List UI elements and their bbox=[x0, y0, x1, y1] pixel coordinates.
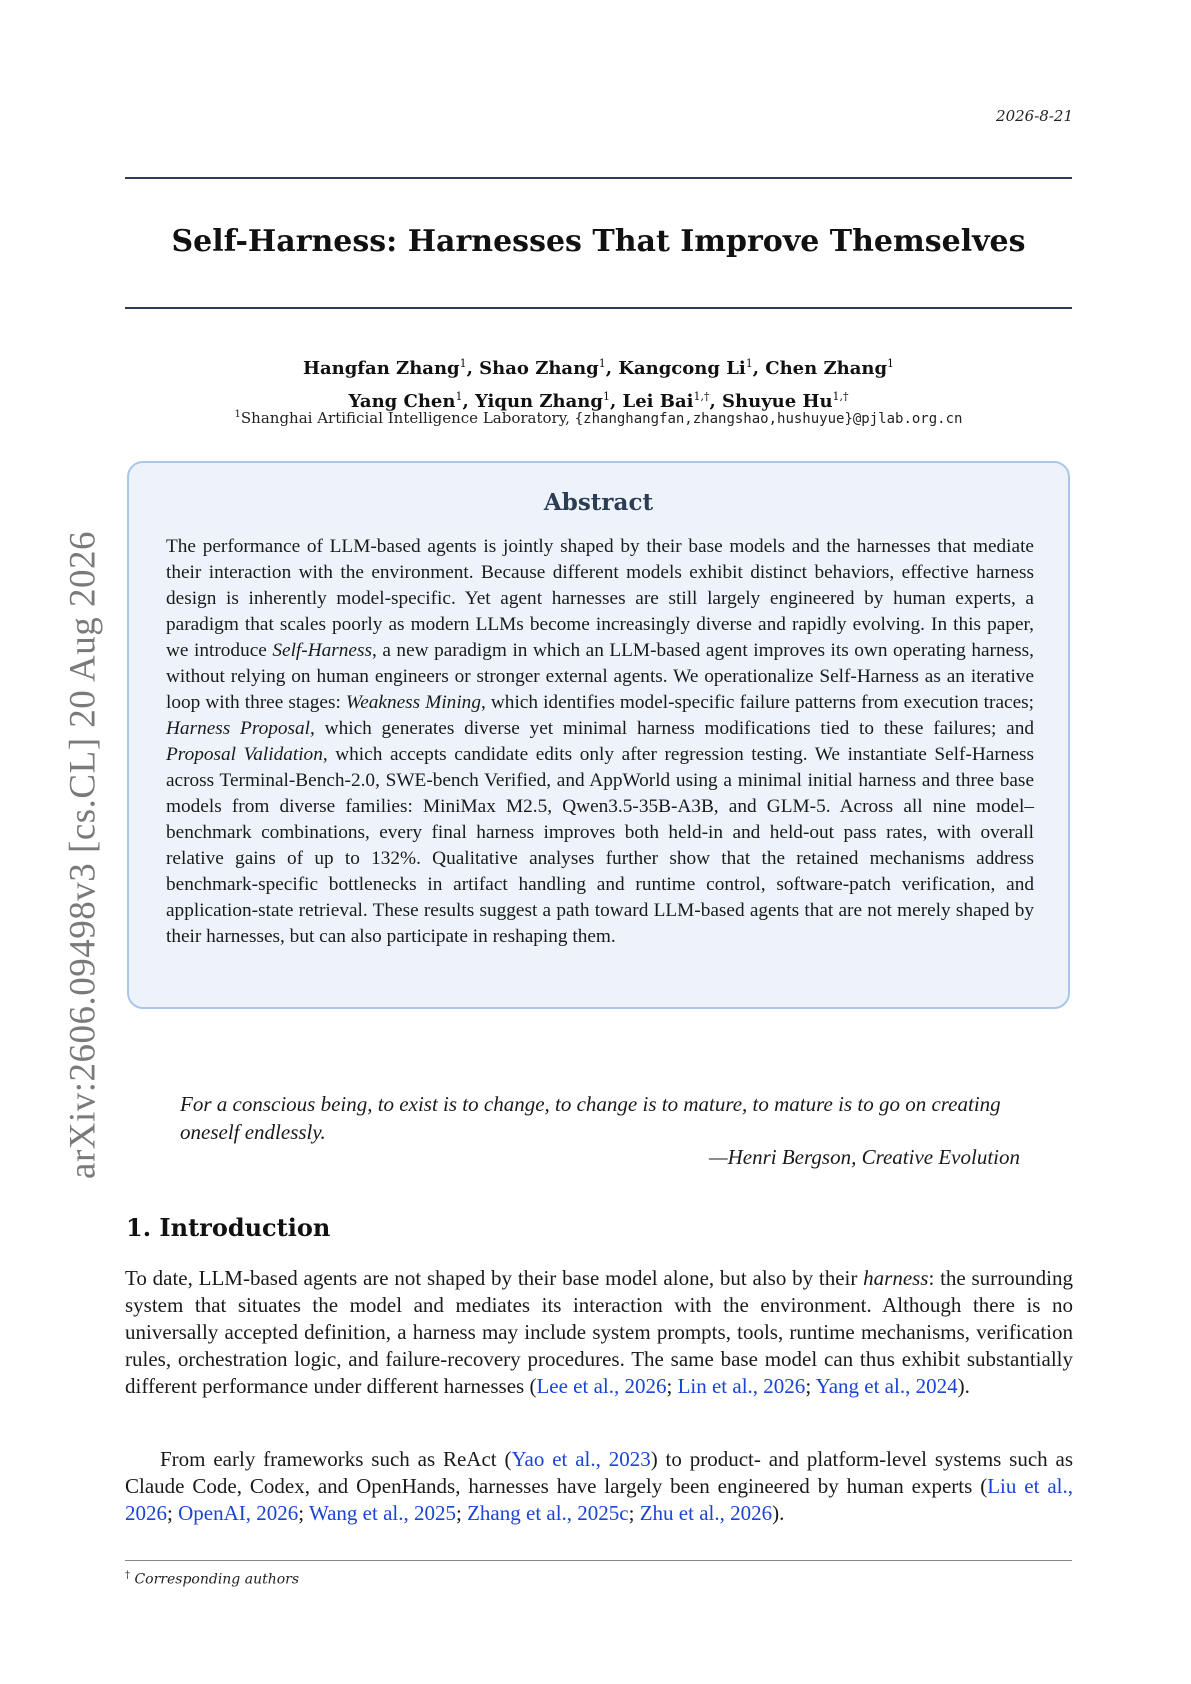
author-affil-mark: 1 bbox=[598, 357, 606, 370]
paragraph-text: To date, LLM-based agents are not shaped by their base model alone, but also by their bbox=[125, 1266, 864, 1290]
paragraph-text: ). bbox=[957, 1374, 970, 1398]
citation-separator: ; bbox=[666, 1374, 678, 1398]
abstract-emphasis: Harness Proposal bbox=[166, 718, 311, 739]
citation-link[interactable]: Wang et al., 2025 bbox=[308, 1501, 456, 1525]
citation-link[interactable]: Lee et al., 2026 bbox=[536, 1374, 667, 1398]
author-line-2: Yang Chen$^1$, Yiqun Zhang$^1$, Lei Bai$^{1,\dagger}$, Shuyue $Hu^{1,\dagger}$ bbox=[348, 390, 849, 412]
author-affil-mark: 1 bbox=[602, 390, 610, 403]
paragraph-text: : the surrounding system that situates the model and mediates its interaction with the environment. Although there is no universally accepted definition, a harness may include system prompts, tools, runtime mechanisms, verification rules, orchestration logic, and failure-recovery procedures. The same base model can thus exhibit substantially different performance under different harnesses ( bbox=[125, 1266, 1074, 1398]
author-name: Shuyue Hu bbox=[722, 391, 833, 412]
author-name: Kangcong Li bbox=[618, 358, 746, 379]
author-affil-mark: 1,† bbox=[693, 390, 710, 403]
arxiv-side-stamp: arXiv:2606.09498v3 [cs.CL] 20 Aug 2026 bbox=[62, 531, 104, 1179]
abstract-text-segment: , which identifies model-specific failure patterns from execution traces; bbox=[480, 692, 1034, 713]
epigraph-attribution: —Henri Bergson, Creative Evolution bbox=[708, 1145, 1020, 1169]
abstract-text-segment: , a new paradigm in which an LLM-based agent improves its own operating harness, without relying on human engineers or stronger external agents. We operationalize Self-Harness as an iterative loop with three stages: bbox=[166, 640, 1034, 713]
author-name: Lei Bai bbox=[622, 391, 694, 412]
paragraph-text: ). bbox=[772, 1501, 785, 1525]
citation-separator: ; bbox=[628, 1501, 640, 1525]
citation-separator: ; bbox=[805, 1374, 816, 1398]
paragraph-emphasis: harness bbox=[863, 1266, 929, 1290]
author-affil-mark: 1,† bbox=[832, 390, 849, 403]
abstract-emphasis: Weakness Mining bbox=[345, 692, 481, 713]
citation-link[interactable]: Zhang et al., 2025c bbox=[467, 1501, 629, 1525]
author-affil-mark: 1 bbox=[455, 390, 463, 403]
footnote-rule bbox=[125, 1560, 1072, 1561]
title-bottom-rule bbox=[125, 307, 1072, 309]
section-heading-introduction: 1. Introduction bbox=[126, 1213, 331, 1242]
intro-paragraph-1 bbox=[125, 1265, 1073, 1400]
abstract-text-segment: , which accepts candidate edits only after regression testing. We instantiate Self-Harness across Terminal-Bench-2.0, SWE-bench Verified, and AppWorld using a minimal initial harness and three base models from diverse families: MiniMax M2.5, Qwen3.5-35B-A3B, and GLM-5. Across all nine model–benchmark combinations, every final harness improves both held-in and held-out pass rates, with overall relative gains of up to 132%. Qualitative analyses further show that the retained mechanisms address benchmark-specific bottlenecks in artifact handling and runtime control, software-patch verification, and application-state retrieval. These results suggest a path toward LLM-based agents that are not merely shaped by their harnesses, but can also participate in reshaping them. bbox=[166, 744, 1034, 947]
citation-link[interactable]: Yao et al., 2023 bbox=[511, 1447, 651, 1471]
title-top-rule bbox=[125, 177, 1072, 179]
author-affil-mark: 1 bbox=[887, 357, 895, 370]
paper-title: Self-Harness: Harnesses That Improve Themselves bbox=[171, 224, 1026, 259]
author-name: Shao Zhang bbox=[479, 358, 599, 379]
citation-separator: ; bbox=[456, 1501, 468, 1525]
footnote-mark: † bbox=[125, 1570, 130, 1581]
affiliation-mark: 1 bbox=[234, 409, 241, 420]
abstract-heading: Abstract bbox=[543, 489, 654, 516]
author-name: Hangfan Zhang bbox=[302, 358, 460, 379]
author-list bbox=[125, 350, 1072, 416]
author-name: Yiqun Zhang bbox=[475, 391, 603, 412]
author-name: Chen Zhang bbox=[765, 358, 888, 379]
citation-separator: ; bbox=[298, 1501, 309, 1525]
abstract-box bbox=[127, 461, 1070, 1009]
citation-link[interactable]: Yang et al., 2024 bbox=[815, 1374, 958, 1398]
abstract-text-segment: , which generates diverse yet minimal harness modifications tied to these failures; and bbox=[310, 718, 1034, 739]
footnote bbox=[125, 1570, 299, 1588]
epigraph-quote: For a conscious being, to exist is to change, to change is to mature, to mature is to go on creating oneself endlessly. bbox=[180, 1092, 1001, 1144]
intro-paragraph-2 bbox=[125, 1446, 1073, 1527]
citation-link[interactable]: Lin et al., 2026 bbox=[677, 1374, 806, 1398]
author-affil-mark: 1 bbox=[745, 357, 753, 370]
footnote-text: Corresponding authors bbox=[130, 1571, 300, 1588]
affiliation bbox=[125, 409, 1072, 427]
abstract-text-segment: The performance of LLM-based agents is jointly shaped by their base models and the harnesses that mediate their interaction with the environment. Because different models exhibit distinct behaviors, effective harness design is inherently model-specific. Yet agent harnesses are still largely engineered by human experts, a paradigm that scales poorly as modern LLMs become increasingly diverse and rapidly evolving. In this paper, we introduce bbox=[166, 536, 1034, 661]
header-date: 2026-8-21 bbox=[996, 107, 1073, 125]
paragraph-text: From early frameworks such as ReAct ( bbox=[160, 1447, 512, 1471]
affiliation-institution: Shanghai Artificial Intelligence Laboratory, bbox=[240, 409, 575, 427]
author-line-1: Hangfan Zhang$^1$, Shao Zhang$^1$, Kangcong Li$^1$, Chen Zhang$^1$ bbox=[302, 357, 895, 379]
citation-link[interactable]: Liu et al., 2026 bbox=[125, 1474, 1073, 1525]
affiliation-email: {zhanghangfan,zhangshao,hushuyue}@pjlab.org.cn bbox=[574, 411, 963, 427]
author-affil-mark: 1 bbox=[459, 357, 467, 370]
abstract-body bbox=[166, 534, 1034, 950]
abstract-emphasis: Proposal Validation bbox=[166, 744, 323, 765]
author-name: Yang Chen bbox=[348, 391, 456, 412]
citation-link[interactable]: Zhu et al., 2026 bbox=[639, 1501, 773, 1525]
abstract-emphasis: Self-Harness bbox=[272, 640, 372, 661]
citation-link[interactable]: OpenAI, 2026 bbox=[178, 1501, 299, 1525]
citation-separator: ; bbox=[167, 1501, 179, 1525]
paragraph-text: ) to product- and platform-level systems such as Claude Code, Codex, and OpenHands, harnesses have largely been engineered by human experts ( bbox=[125, 1447, 1073, 1498]
